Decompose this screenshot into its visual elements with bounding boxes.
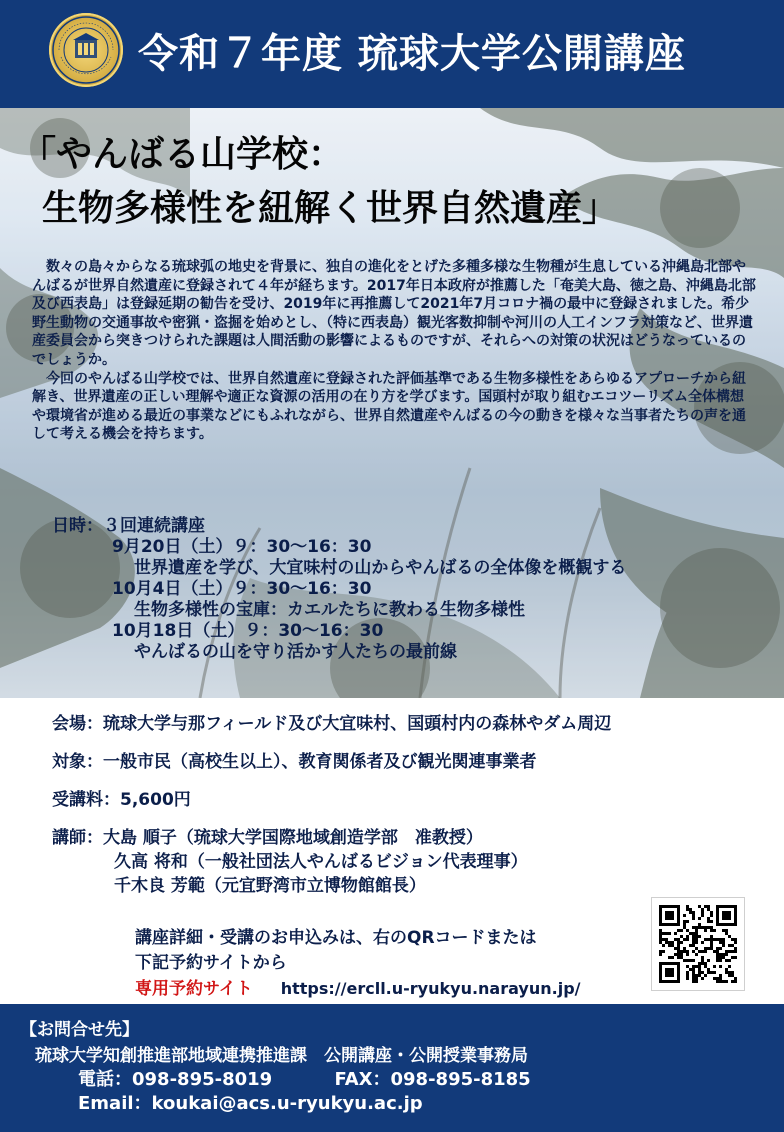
lecturer-2: 久高 将和（一般社団法人やんばるビジョン代表理事） — [114, 852, 528, 872]
fee: 受講料：5,600円 — [52, 790, 191, 810]
heading-line-2: 生物多様性を紐解く世界自然遺産」 — [42, 188, 619, 229]
booking-site-url[interactable]: https://ercll.u-ryukyu.narayun.jp/ — [280, 979, 581, 998]
venue: 会場：琉球大学与那フィールド及び大宜味村、国頭村内の森林やダム周辺 — [52, 714, 612, 734]
contact-email[interactable]: Email：koukai@acs.u-ryukyu.ac.jp — [78, 1093, 423, 1114]
intro-paragraph-2: 今回のやんばる山学校では、世界自然遺産に登録された評価基準である生物多様性をあらゆるアプローチから紐解き、世界遺産の正しい理解や適正な資源の活用の在り方を学びます。国頭村が取り組むエコツーリズム全体構想や環境省が進める最近の事業などにもふれながら、世界自然遺産やんばるの今の動きを様々な当事者たちの声を通して考える機会を持ちます。 — [32, 370, 746, 443]
booking-site-label: 専用予約サイト — [135, 979, 253, 999]
session-3-topic: やんばるの山を守り活かす人たちの最前線 — [134, 642, 457, 662]
contact-phone-fax — [78, 1068, 531, 1092]
qr-code[interactable] — [651, 897, 745, 991]
banner-title: 令和７年度 琉球大学公開講座 — [138, 31, 686, 77]
session-1-topic: 世界遺産を学び、大宜味村の山からやんばるの全体像を概観する — [134, 558, 627, 578]
course-heading — [20, 128, 618, 236]
university-seal-logo — [49, 13, 123, 87]
contact-office: 琉球大学知創推進部地域連携推進課 公開講座・公開授業事務局 — [35, 1046, 528, 1066]
schedule-section — [52, 516, 626, 663]
top-banner — [0, 0, 784, 108]
course-details — [52, 712, 611, 898]
target-audience: 対象：一般市民（高校生以上）、教育関係者及び観光関連事業者 — [52, 752, 537, 772]
session-2-date: 10月4日（土）９：30～16：30 — [112, 579, 372, 599]
contact-fax: FAX：098-895-8185 — [334, 1069, 531, 1090]
booking-site-row — [135, 976, 581, 1002]
intro-text — [32, 258, 756, 444]
lecturer-1: 講師：大島 順子（琉球大学国際地域創造学部 准教授） — [52, 828, 483, 848]
session-1-date: 9月20日（土）９：30～16：30 — [112, 537, 372, 557]
apply-line-2: 下記予約サイトから — [135, 953, 287, 973]
schedule-label: 日時：３回連続講座 — [52, 516, 205, 536]
contact-heading: 【お問合せ先】 — [20, 1020, 139, 1040]
session-3-date: 10月18日（土）９：30～16：30 — [112, 621, 384, 641]
contact-footer — [0, 1004, 784, 1132]
lecturer-3: 千木良 芳範（元宜野湾市立博物館館長） — [114, 876, 426, 896]
contact-phone: 電話：098-895-8019 — [78, 1069, 273, 1090]
heading-line-1: 「やんばる山学校： — [20, 134, 345, 175]
application-info — [135, 926, 581, 1002]
intro-paragraph-1: 数々の島々からなる琉球弧の地史を背景に、独自の進化をとげた多種多様な生物種が生息している沖縄島北部やんばるが世界自然遺産に登録されて４年が経ちます。2017年日本政府が推薦した「奄美大島、徳之島、沖縄島北部及び西表島」は登録延期の勧告を受け、2019年に再推薦して2021年7月コロナ禍の最中に登録されました。希少野生動物の交通事故や密猟・盗掘を始めとし、（特に西表島）観光客数抑制や河川の人工インフラ対策など、世界遺産委員会から突きつけられた課題は人間活動の影響によるものですが、それらへの対策の状況はどうなっているのでしょうか。 — [32, 259, 756, 368]
apply-line-1: 講座詳細・受講のお申込みは、右のQRコードまたは — [135, 928, 537, 948]
session-2-topic: 生物多様性の宝庫：カエルたちに教わる生物多様性 — [134, 600, 525, 620]
